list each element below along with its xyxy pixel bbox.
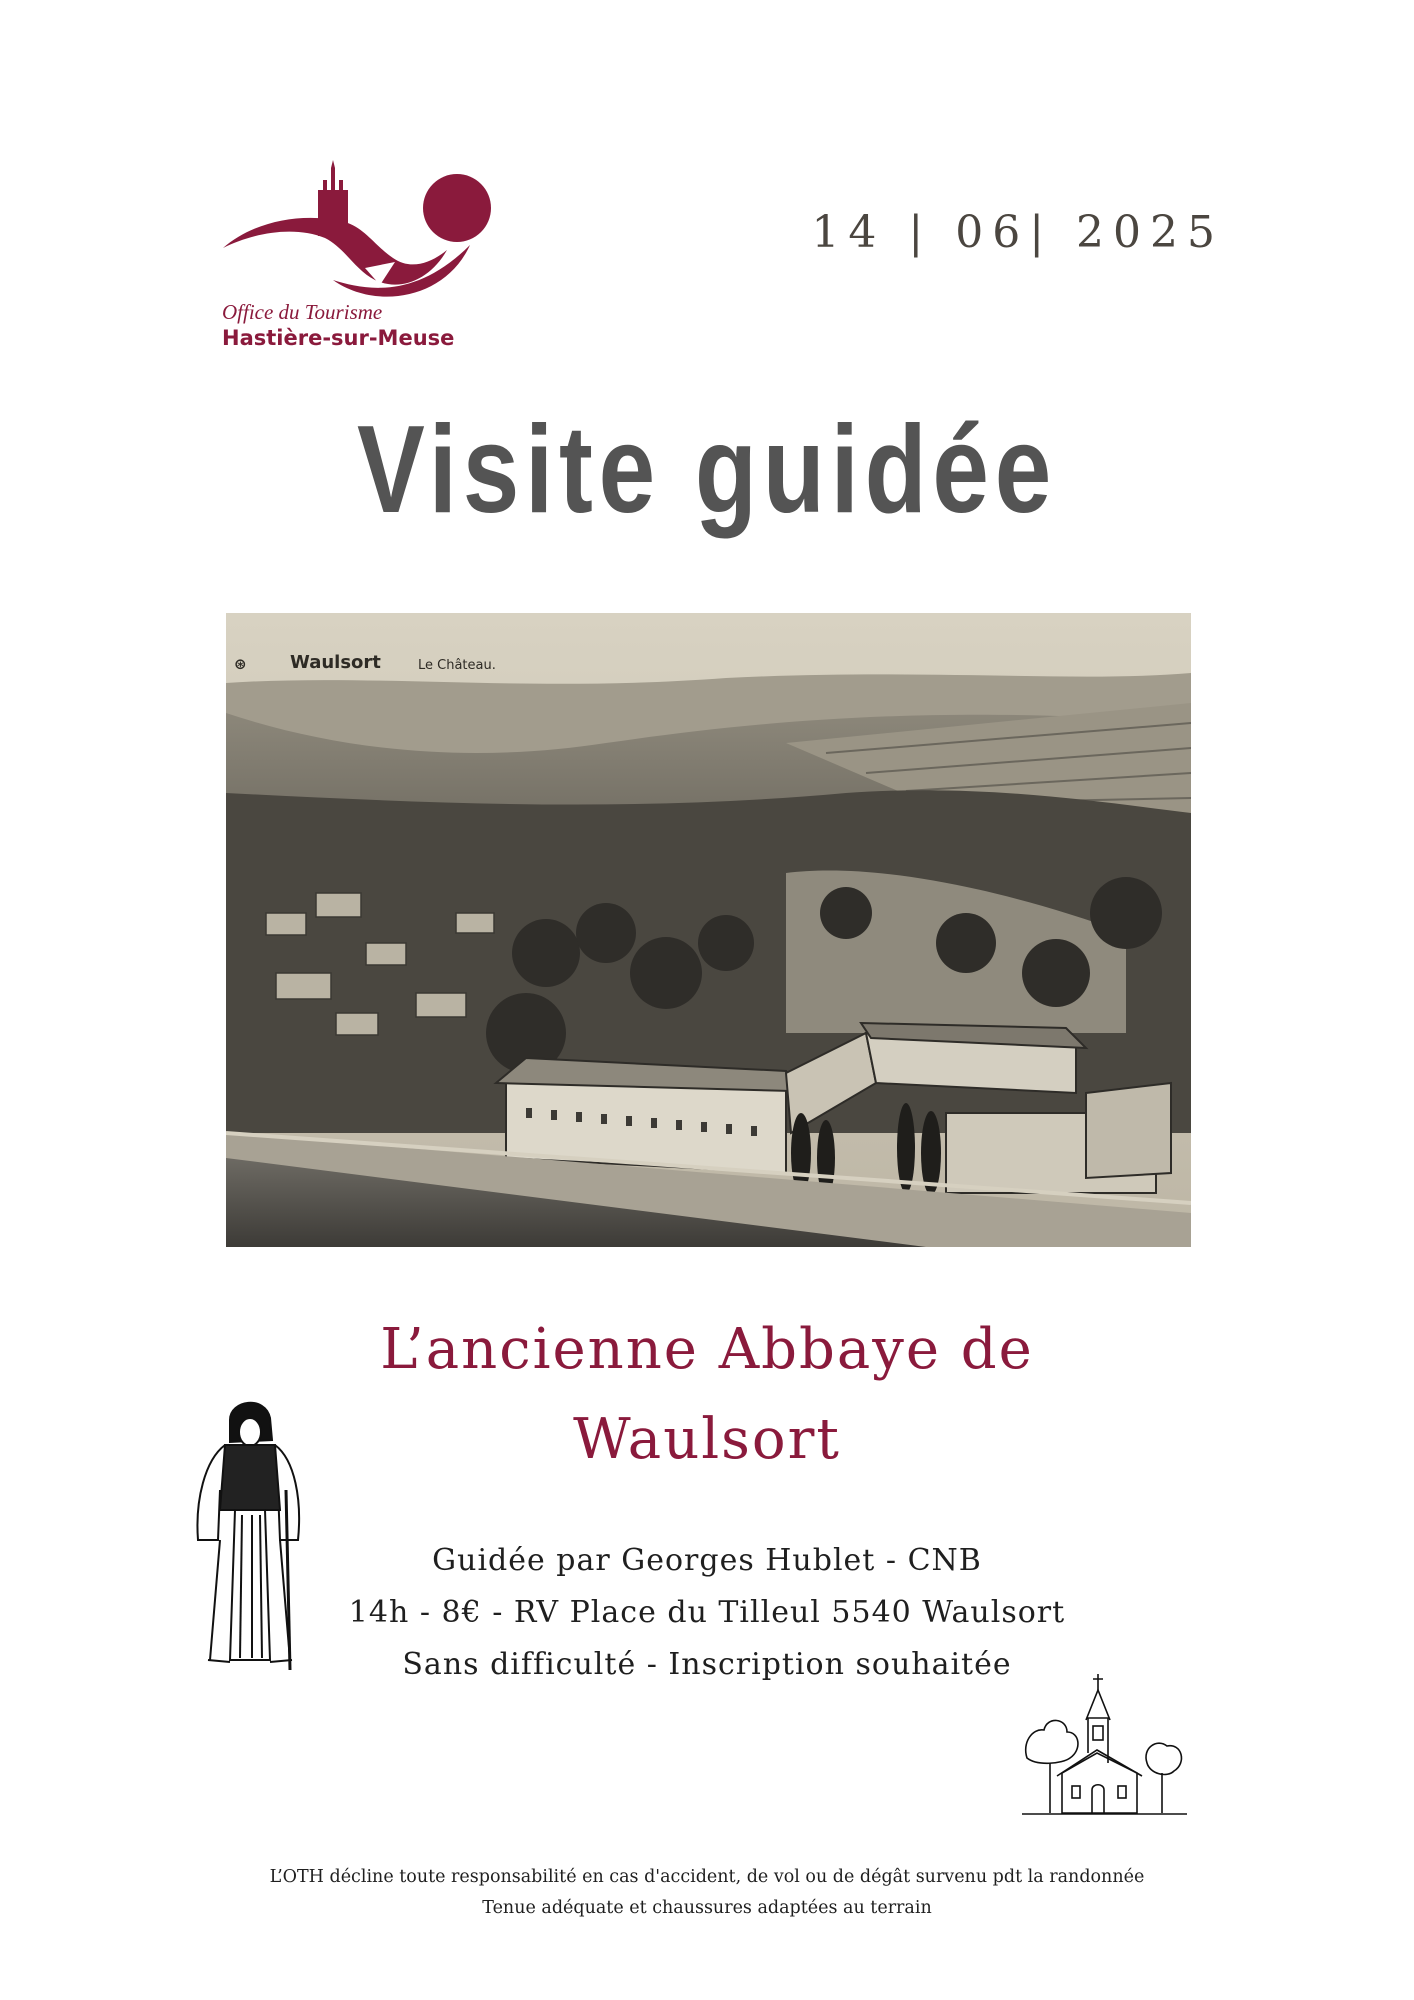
guide-line: Guidée par Georges Hublet - CNB [432,1543,982,1578]
postcard-stamp-icon: ⊛ [234,655,247,673]
subtitle-line-1: L’ancienne Abbaye de [380,1317,1034,1382]
page-title: Visite guidée [357,401,1057,539]
chapel-icon [1022,1668,1187,1818]
disclaimer-line: L’OTH décline toute responsabilité en cas d'accident, de vol ou de dégât survenu pdt la randonnée [269,1867,1145,1887]
subtitle-line-2: Waulsort [573,1407,841,1472]
visit-details [0,1535,1414,1691]
postcard-caption-place: Waulsort [290,652,381,673]
difficulty-registration-line: Sans difficulté - Inscription souhaitée [402,1647,1012,1682]
logo-office-label: Office du Tourisme [222,300,383,324]
event-date: 14 | 06| 2025 [811,207,1224,258]
disclaimer-footer [0,1862,1414,1924]
time-price-place-line: 14h - 8€ - RV Place du Tilleul 5540 Waulsort [348,1595,1066,1630]
logo-town-label: Hastière-sur-Meuse [222,326,455,350]
vintage-postcard-photo [226,613,1191,1247]
attire-line: Tenue adéquate et chaussures adaptées au terrain [482,1898,932,1918]
postcard-caption-sub: Le Château. [418,658,496,673]
